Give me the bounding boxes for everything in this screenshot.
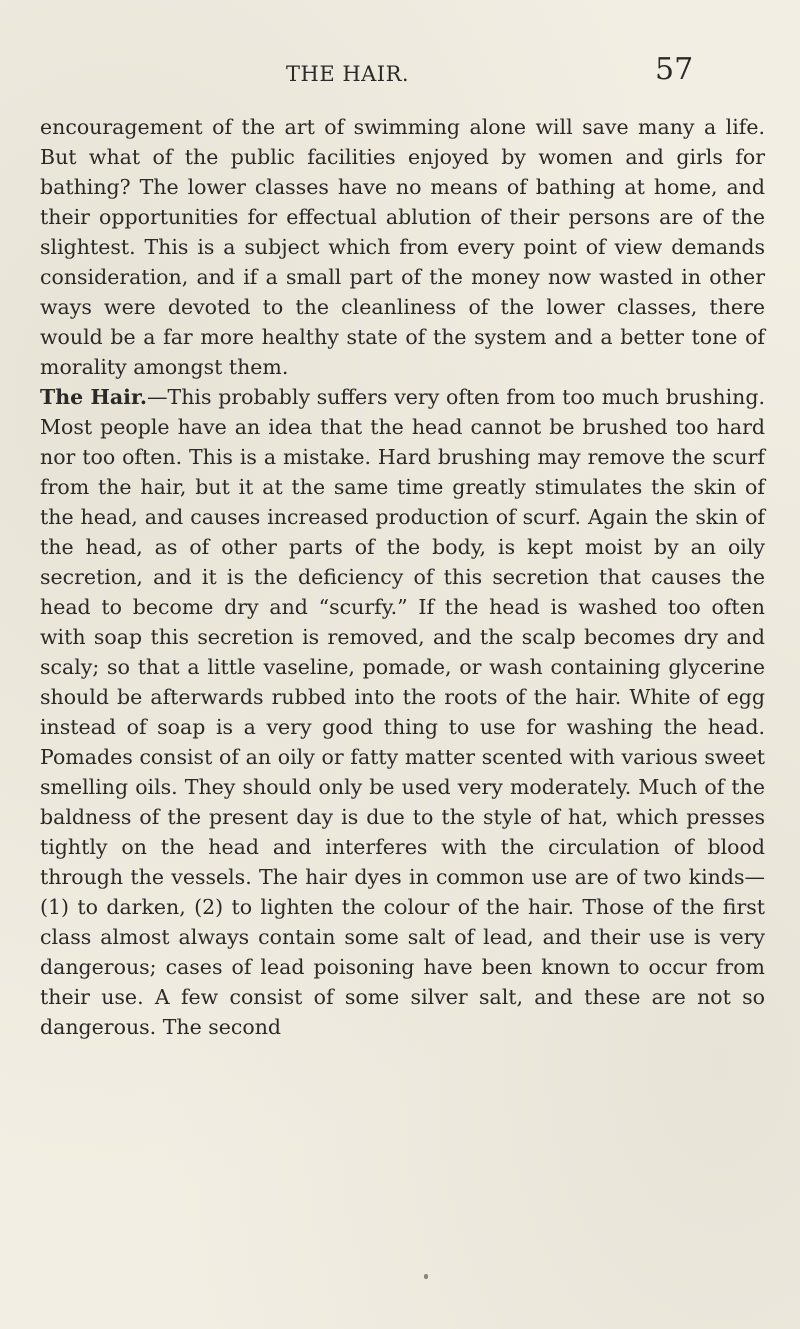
paragraph-swimming-bathing: encouragement of the art of swimming alone will save many a life. But what of the public facilities enjoyed by women and girls for bathing? The lower classes have no means of bathing at home, and their opportunities for effectual ablution of their persons are of the slightest. This is a subject which from every point of view demands consideration, and if a small part of the money now wasted in other ways were devoted to the cleanliness of the lower classes, there would be a far more healthy state of the system and a better tone of morality amongst them. <box>40 115 765 379</box>
page-header <box>0 50 800 90</box>
running-head: THE HAIR. <box>286 62 410 86</box>
paragraph-the-hair-text: —This probably suffers very often from too much brushing. Most people have an idea that the head cannot be brushed too hard nor too often. This is a mistake. Hard brushing may remove the scurf from the hair, but it at the same time greatly stimulates the skin of the head, and causes increased production of scurf. Again the skin of the head, as of other parts of the body, is kept moist by an oily secretion, and it is the deficiency of this secretion that causes the head to become dry and “scurfy.” If the head is washed too often with soap this secretion is removed, and the scalp becomes dry and scaly; so that a little vaseline, pomade, or wash containing glycerine should be afterwards rubbed into the roots of the hair. White of egg instead of soap is a very good thing to use for washing the head. Pomades consist of an oily or fatty matter scented with various sweet smelling oils. They should only be used very moderately. Much of the baldness of the present day is due to the style of hat, which presses tightly on the head and interferes with the circulation of blood through the vessels. The hair dyes in common use are of two kinds—(1) to darken, (2) to lighten the colour of the hair. Those of the first class almost always contain some salt of lead, and their use is very dangerous; cases of lead poisoning have been known to occur from their use. A few consist of some silver salt, and these are not so dangerous. The second <box>40 385 765 1039</box>
paragraph-the-hair <box>40 382 765 1042</box>
section-heading-the-hair: The Hair. <box>40 385 148 409</box>
page-number: 57 <box>655 52 694 87</box>
paper-speck <box>424 1274 428 1279</box>
body-text <box>40 112 765 1042</box>
